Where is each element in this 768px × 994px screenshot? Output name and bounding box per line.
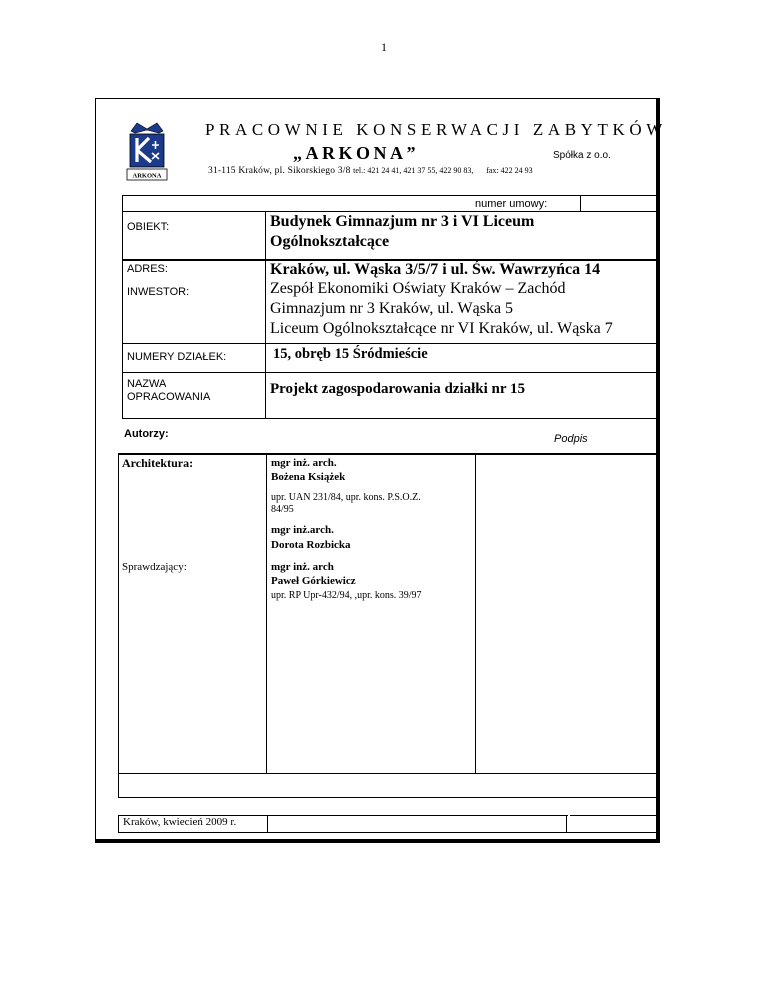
investor-line3: Liceum Ogólnokształcące nr VI Kraków, ul. Wąska 7	[270, 320, 613, 337]
address-label: ADRES:	[127, 263, 168, 275]
signature-heading: Podpis	[554, 433, 588, 445]
checker-label: Sprawdzający:	[122, 561, 187, 573]
author3-title: mgr inż. arch	[271, 561, 334, 573]
authors-right-border	[658, 453, 659, 798]
author2-name: Dorota Rozbicka	[271, 539, 351, 551]
footer-top-line-right	[570, 815, 658, 816]
form-top-border	[122, 195, 658, 196]
form-left-border	[122, 195, 123, 419]
author3-license: upr. RP Upr-432/94, ,upr. kons. 39/97	[271, 590, 422, 601]
footer-right-border	[658, 815, 659, 833]
contract-row-border	[122, 211, 658, 212]
author2-title: mgr inż.arch.	[271, 524, 334, 536]
investor-label: INWESTOR:	[127, 286, 190, 298]
arkona-logo	[125, 121, 169, 181]
author1-license-line1: upr. UAN 231/84, upr. kons. P.S.O.Z.	[271, 492, 421, 503]
investor-line2: Gimnazjum nr 3 Kraków, ul. Wąska 5	[270, 300, 514, 317]
company-type: PRACOWNIE KONSERWACJI ZABYTKÓW	[205, 120, 667, 139]
phone-numbers: tel.: 421 24 41, 421 37 55, 422 90 83,	[353, 166, 474, 175]
authors-heading: Autorzy:	[124, 428, 169, 440]
fax-number: fax: 422 24 93	[486, 166, 533, 175]
authors-bottom-border	[118, 773, 659, 774]
form-right-border	[657, 195, 658, 419]
page-number: 1	[381, 40, 387, 54]
form-bottom-border	[122, 418, 658, 419]
company-address	[208, 166, 533, 176]
legal-form: Spółka z o.o.	[553, 150, 611, 161]
footer-divider	[566, 815, 567, 833]
object-value-line2: Ogólnokształcące	[270, 233, 390, 250]
contract-number-label: numer umowy:	[475, 198, 548, 210]
plots-row-border	[122, 372, 658, 373]
address-value: Kraków, ul. Wąska 3/5/7 i ul. Św. Wawrzyńca 14	[270, 261, 601, 278]
object-value-line1: Budynek Gimnazjum nr 3 i VI Liceum	[270, 213, 535, 230]
author1-name: Bożena Książek	[271, 471, 346, 483]
authors-footer-border	[118, 797, 659, 798]
authors-left-border	[118, 453, 119, 798]
author3-name: Paweł Górkiewicz	[271, 575, 356, 587]
footer-bottom-line	[268, 832, 658, 833]
plots-label: NUMERY DZIAŁEK:	[127, 351, 227, 363]
architecture-label: Architektura:	[122, 456, 194, 470]
authors-col-divider-2	[475, 453, 476, 773]
study-label-1: NAZWA	[127, 378, 167, 390]
investor-row-border	[122, 343, 658, 344]
author1-license-line2: 84/95	[271, 504, 294, 515]
logo-text: ARKONA	[132, 172, 162, 180]
study-value: Projekt zagospodarowania działki nr 15	[270, 381, 526, 397]
authors-col-divider-1	[266, 453, 267, 773]
author1-title: mgr inż. arch.	[271, 457, 337, 469]
company-name: „ARKONA”	[293, 143, 419, 163]
authors-top-border	[118, 453, 659, 455]
place-date: Kraków, kwiecień 2009 r.	[123, 816, 237, 828]
investor-line1: Zespół Ekonomiki Oświaty Kraków – Zachód	[270, 280, 566, 297]
object-label: OBIEKT:	[127, 221, 170, 233]
form-column-divider	[265, 211, 266, 419]
study-label-2: OPRACOWANIA	[127, 391, 211, 403]
address-main: 31-115 Kraków, pl. Sikorskiego 3/8	[208, 166, 351, 176]
contract-field-divider	[580, 195, 581, 212]
plots-value: 15, obręb 15 Śródmieście	[273, 346, 428, 362]
footer-top-line	[268, 815, 568, 816]
